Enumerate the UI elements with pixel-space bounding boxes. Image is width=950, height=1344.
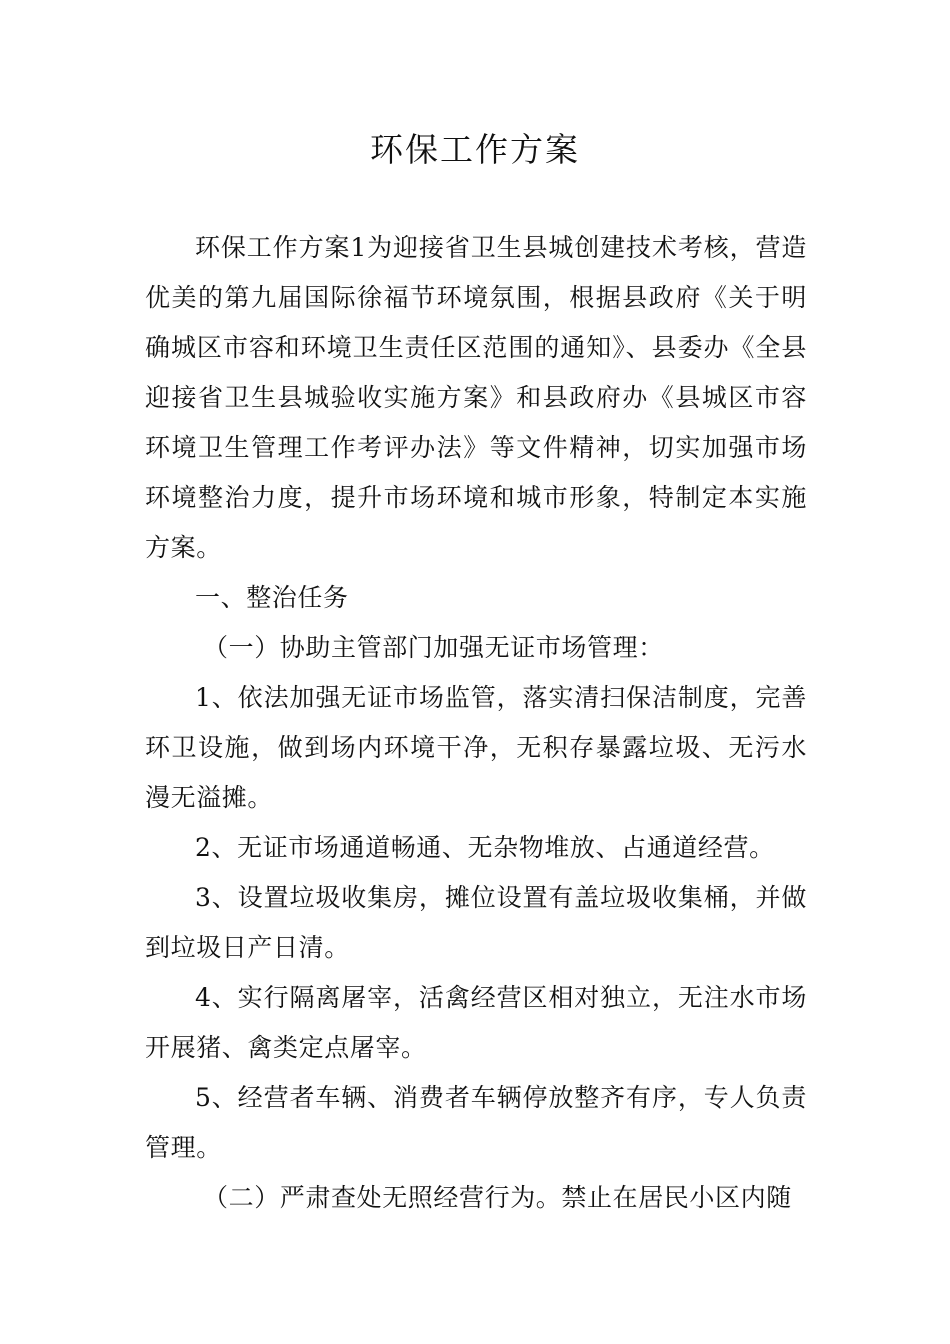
intro-paragraph: 环保工作方案1为迎接省卫生县城创建技术考核，营造优美的第九届国际徐福节环境氛围，根据县政府《关于明确城区市容和环境卫生责任区范围的通知》、县委办《全县迎接省卫生县城验收实施方案》和县政府办《县城区市容环境卫生管理工作考评办法》等文件精神，切实加强市场环境整治力度，提升市场环境和城市形象，特制定本实施方案。 (145, 233, 807, 562)
section-heading: 一、整治任务 (195, 583, 349, 612)
document-body (145, 223, 807, 1223)
list-item: 2、无证市场通道畅通、无杂物堆放、占通道经营。 (195, 833, 775, 862)
document-title: 环保工作方案 (370, 130, 580, 169)
list-item: 3、设置垃圾收集房，摊位设置有盖垃圾收集桶，并做到垃圾日产日清。 (145, 883, 807, 962)
subsection-heading: （二）严肃查处无照经营行为。禁止在居民小区内随 (203, 1183, 792, 1212)
list-item: 4、实行隔离屠宰，活禽经营区相对独立，无注水市场开展猪、禽类定点屠宰。 (145, 983, 807, 1062)
list-item: 1、依法加强无证市场监管，落实清扫保洁制度，完善环卫设施，做到场内环境干净，无积存暴露垃圾、无污水漫无溢摊。 (145, 683, 807, 812)
list-item: 5、经营者车辆、消费者车辆停放整齐有序，专人负责管理。 (145, 1083, 807, 1162)
subsection-heading: （一）协助主管部门加强无证市场管理： (203, 633, 664, 662)
